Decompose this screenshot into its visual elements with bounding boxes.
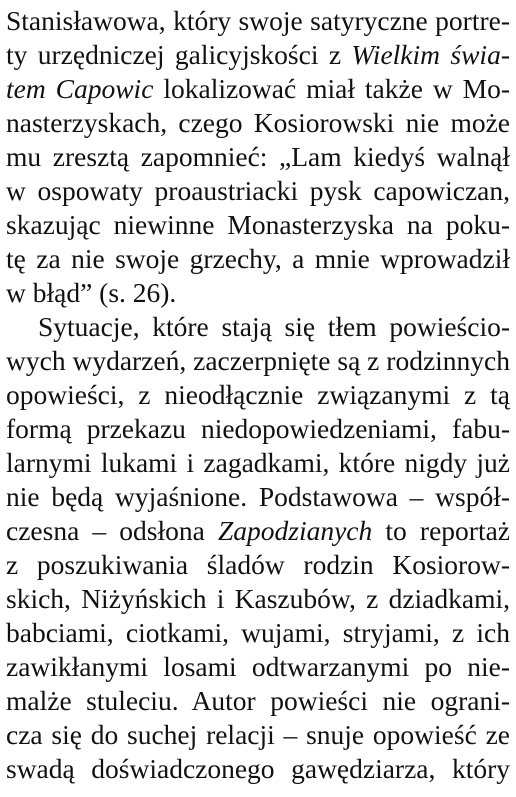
text-line	[6, 276, 510, 310]
italic-title: Zapodzianych	[217, 515, 373, 546]
text-run: opowieści, z nieodłącznie związanymi z tą	[6, 379, 510, 410]
text-run: w ospowaty proaustriacki pysk capowiczan,	[6, 175, 510, 206]
text-line	[6, 344, 510, 378]
text-run: nasterzyskach, czego Kosiorowski nie może	[6, 107, 510, 138]
text-line	[6, 548, 510, 582]
text-run: mu zresztą zapomnieć: „Lam kiedyś walnął	[6, 141, 510, 172]
text-line	[6, 174, 510, 208]
text-line	[6, 106, 510, 140]
text-line	[6, 412, 510, 446]
text-run: w błąd” (s. 26).	[6, 277, 177, 308]
text-run: malże stuleciu. Autor powieści nie ograni-	[6, 685, 510, 716]
text-run: larnymi lukami i zagadkami, które nigdy już	[6, 447, 510, 478]
text-line	[6, 378, 510, 412]
text-line	[6, 38, 510, 72]
italic-title: Wielkim świa-	[351, 39, 510, 70]
text-line	[6, 140, 510, 174]
text-run: swadą doświadczonego gawędziarza, który	[6, 753, 510, 784]
text-run: Sytuacje, które stają się tłem powieścio-	[38, 311, 510, 342]
text-run: Stanisławowa, który swoje satyryczne portre-	[6, 5, 510, 36]
text-run: cza się do suchej relacji – snuje opowieść ze	[6, 719, 510, 750]
text-line	[6, 718, 510, 752]
text-run: to reportaż	[372, 515, 511, 546]
text-line	[38, 310, 510, 344]
text-line	[6, 446, 510, 480]
text-run: tę za nie swoje grzechy, a mnie wprowadził	[6, 243, 510, 274]
text-run: formą przekazu niedopowiedzeniami, fabu-	[6, 413, 510, 444]
text-line	[6, 684, 510, 718]
text-run: babciami, ciotkami, wujami, stryjami, z ich	[6, 617, 510, 648]
text-run: zawikłanymi losami odtwarzanymi po nie-	[6, 651, 510, 682]
text-run: skazując niewinne Monasterzyska na poku-	[6, 209, 510, 240]
text-run: z poszukiwania śladów rodzin Kosiorow-	[6, 549, 510, 580]
text-line	[6, 752, 510, 786]
text-run: ty urzędniczej galicyjskości z	[6, 39, 352, 70]
text-line	[6, 72, 510, 106]
text-line	[6, 208, 510, 242]
text-line	[6, 582, 510, 616]
text-run: nie będą wyjaśnione. Podstawowa – współ-	[6, 481, 510, 512]
text-run: wych wydarzeń, zaczerpnięte są z rodzinnych	[6, 345, 510, 376]
italic-title: tem Capowic	[6, 73, 154, 104]
text-run: lokalizować miał także w Mo-	[153, 73, 510, 104]
text-line	[6, 650, 510, 684]
text-line	[6, 480, 510, 514]
text-line	[6, 242, 510, 276]
text-line	[6, 4, 510, 38]
text-line	[6, 616, 510, 650]
text-run: skich, Niżyńskich i Kaszubów, z dziadkami,	[6, 583, 510, 614]
text-line	[6, 514, 510, 548]
text-run: czesna – odsłona	[6, 515, 218, 546]
